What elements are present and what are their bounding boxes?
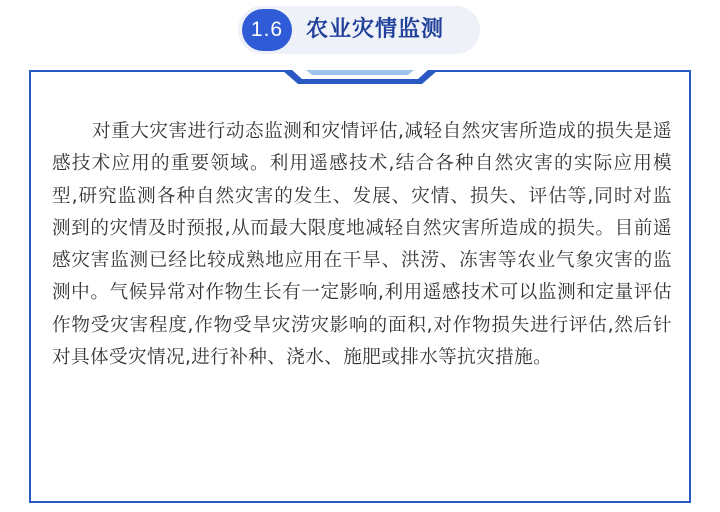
frame-tab-decoration <box>282 70 438 86</box>
body-paragraph: 对重大灾害进行动态监测和灾情评估,减轻自然灾害所造成的损失是遥感技术应用的重要领域。利用遥感技术,结合各种自然灾害的实际应用模型,研究监测各种自然灾害的发生、发展、灾情、损失、评估等,同时对监测到的灾情及时预报,从而最大限度地减轻自然灾害所造成的损失。目前遥感灾害监测已经比较成熟地应用在干旱、洪涝、冻害等农业气象灾害的监测中。气候异常对作物生长有一定影响,利用遥感技术可以监测和定量评估作物受灾害程度,作物受旱灾涝灾影响的面积,对作物损失进行评估,然后针对具体受灾情况,进行补种、浇水、施肥或排水等抗灾措施。 <box>52 121 672 369</box>
section-title: 农业灾情监测 <box>306 17 445 42</box>
section-number-badge: 1.6 <box>242 9 292 51</box>
